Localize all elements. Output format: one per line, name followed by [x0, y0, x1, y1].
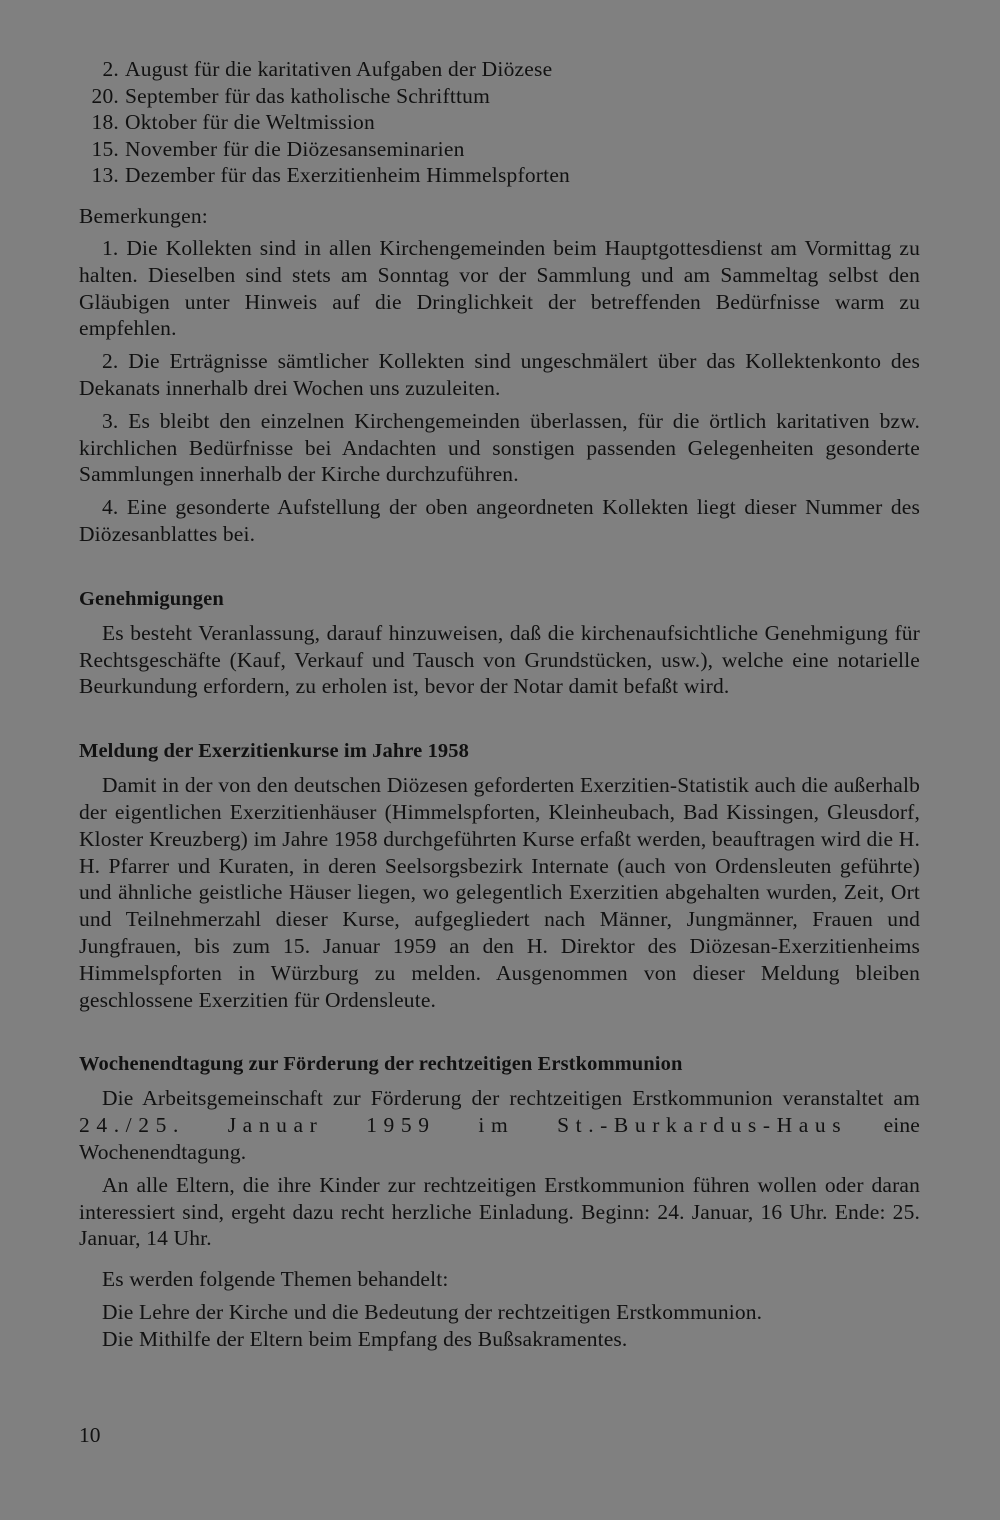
- collection-purpose: November für die Diözesanseminarien: [125, 136, 465, 161]
- list-item: [79, 162, 920, 189]
- collection-purpose: Oktober für die Weltmission: [125, 110, 375, 134]
- remark-paragraph: 1. Die Kollekten sind in allen Kirchengemeinden beim Hauptgottesdienst am Vormittag zu halten. Dieselben sind stets am Sonntag vor der Sammlung und am Sammeltag selbst den Gläubigen unter Hinweis auf die Dringlichkeit der betreffenden Bedürfnisse warm zu empfehlen.: [79, 236, 920, 341]
- collection-purpose: August für die karitativen Aufgaben der Diözese: [125, 57, 553, 81]
- collection-day: 20.: [91, 83, 119, 108]
- collection-purpose: Dezember für das Exerzitienheim Himmelspforten: [125, 163, 571, 187]
- collection-purpose: September für das katholische Schrifttum: [125, 83, 491, 108]
- list-item: [79, 136, 920, 163]
- retreats-paragraph: Damit in der von den deutschen Diözesen geforderten Exerzitien-Statistik auch die außerhalb der eigentlichen Exerzitienhäuser (Himmelspforten, Kleinheubach, Bad Kissingen, Gleusdorf, Kloster Kreuzberg) im Jahre 1958 durchgeführten Kurse erfaßt werden, beauftragen wird die H. H. Pfarrer und Kuraten, in deren Seelsorgsbezirk Internate (auch von Ordensleuten geführte) und ähnliche geistliche Häuser liegen, wo gelegentlich Exerzitien abgehalten wurden, Zeit, Ort und Teilnehmerzahl dieser Kurse, aufgegliedert nach Männer, Jungmänner, Frauen und Jungfrauen, bis zum 15. Januar 1959 an den H. Direktor des Diözesan-Exerzitienheims Himmelspforten in Würzburg zu melden. Ausgenommen von dieser Meldung bleiben geschlossene Exerzitien für Ordensleute.: [79, 773, 920, 1012]
- list-item: [79, 83, 920, 110]
- topics-list: [79, 1299, 920, 1353]
- collection-day: 2.: [102, 57, 119, 81]
- communion-intro-paragraph: [79, 1085, 920, 1165]
- collection-day: 13.: [91, 163, 119, 187]
- list-item: Die Lehre der Kirche und die Bedeutung der rechtzeitigen Erstkommunion.: [102, 1299, 763, 1324]
- communion-intro-text: Die Arbeitsgemeinschaft zur Förderung der rechtzeitigen Erstkommunion veranstaltet am: [102, 1086, 920, 1111]
- topics-intro: Es werden folgende Themen behandelt:: [102, 1267, 449, 1292]
- remark-paragraph: 4. Eine gesonderte Aufstellung der oben angeordneten Kollekten liegt dieser Nummer des Diözesanblattes bei.: [79, 495, 920, 546]
- remark-paragraph: 2. Die Erträgnisse sämtlicher Kollekten sind ungeschmälert über das Kollektenkonto des Dekanats innerhalb drei Wochen uns zuzuleiten.: [79, 349, 920, 400]
- section-heading-retreats: Meldung der Exerzitienkurse im Jahre 1958: [79, 740, 469, 763]
- communion-intro-end: eine Wochenendtagung.: [79, 1113, 920, 1164]
- remarks-heading: Bemerkungen:: [79, 203, 208, 228]
- collection-day: 18.: [91, 110, 119, 134]
- section-heading-approvals: Genehmigungen: [79, 587, 224, 610]
- collection-dates-list: [79, 56, 920, 189]
- section-heading-communion: Wochenendtagung zur Förderung der rechtzeitigen Erstkommunion: [79, 1053, 683, 1076]
- page-number: 10: [79, 1423, 101, 1447]
- approvals-paragraph: Es besteht Veranlassung, darauf hinzuweisen, daß die kirchenaufsichtliche Genehmigung für Rechtsgeschäfte (Kauf, Verkauf und Tausch von Grundstücken, usw.), welche eine notarielle Beurkundung erfordern, zu erholen ist, bevor der Notar damit befaßt wird.: [79, 620, 920, 699]
- list-item: Die Mithilfe der Eltern beim Empfang des Bußsakramentes.: [102, 1326, 628, 1351]
- list-item: [79, 109, 920, 136]
- invitation-paragraph: An alle Eltern, die ihre Kinder zur rechtzeitigen Erstkommunion führen wollen oder daran interessiert sind, ergeht dazu recht herzliche Einladung. Beginn: 24. Januar, 16 Uhr. Ende: 25. Januar, 14 Uhr.: [79, 1172, 920, 1251]
- collection-day: 15.: [91, 136, 119, 161]
- event-date-location: 24./25. Januar 1959 im St.-Burkardus-Haus: [79, 1113, 848, 1138]
- remark-paragraph: 3. Es bleibt den einzelnen Kirchengemeinden überlassen, für die örtlich karitativen bzw. kirchlichen Bedürfnisse bei Andachten und sonstigen passenden Gelegenheiten gesonderte Sammlungen innerhalb der Kirche durchzuführen.: [79, 408, 920, 487]
- list-item: [79, 56, 920, 83]
